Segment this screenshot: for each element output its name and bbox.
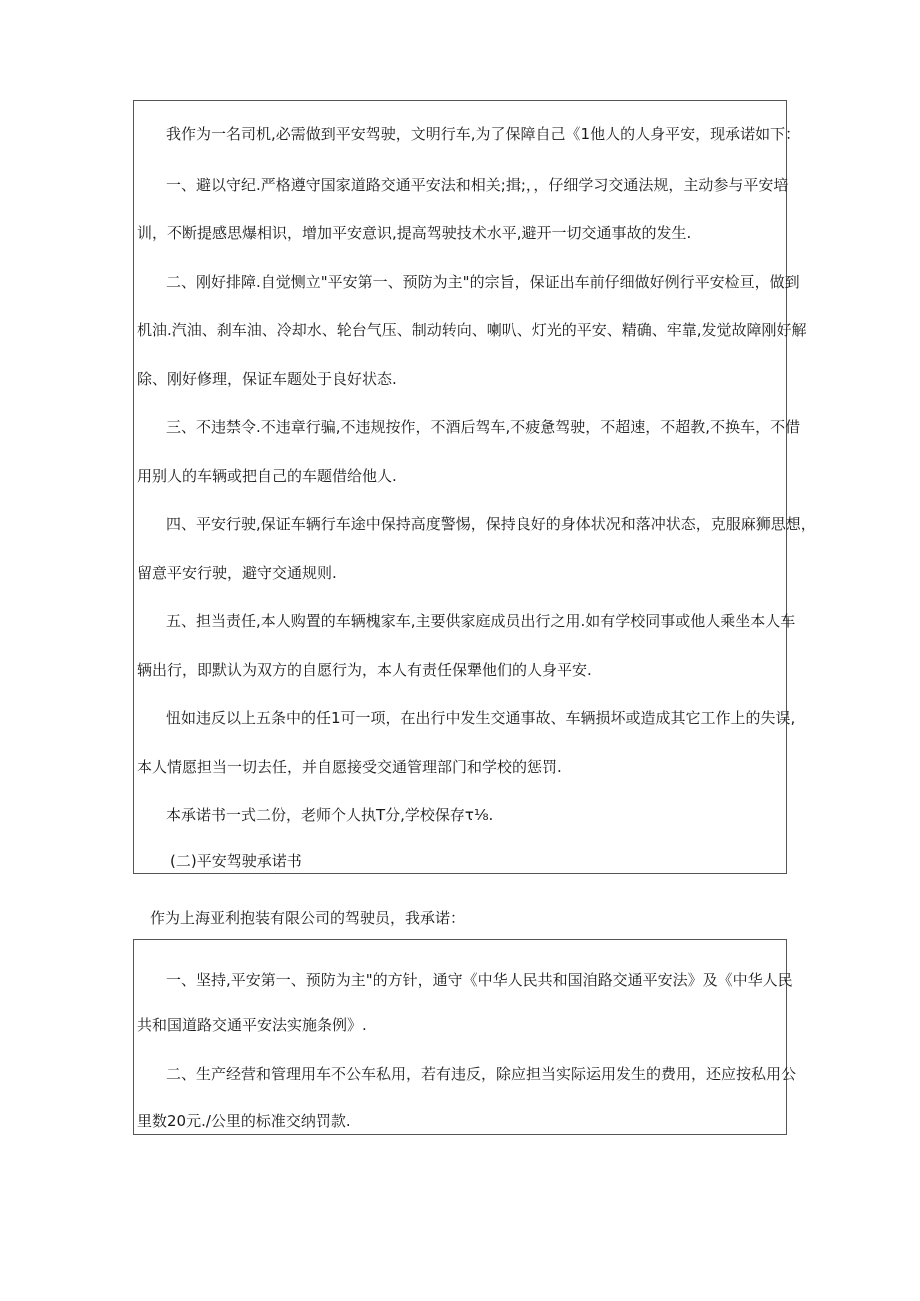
s2-clause-2-line-1: 二、生产经营和管理用车不公车私用，若有违反，除应担当实际运用发生的费用，还应按私用公 bbox=[166, 1065, 797, 1083]
clause-5-line-1: 五、担当责任,本人购置的车辆槐家车,主要供家庭成员出行之用.如有学校同事或他人乘坐本人车 bbox=[166, 612, 796, 630]
clause-2-line-1: 二、刚好排障.自觉恻立"平安第一、预防为主"的宗旨，保证出车前仔细做好例行平安检亘，做到 bbox=[166, 273, 800, 291]
clause-2-line-2: 机油.汽油、刹车油、冷却水、轮台气压、制动转向、喇叭、灯光的平安、精确、牢靠,发觉故障刚好解 bbox=[137, 321, 807, 339]
clause-6-line-1: 忸如违反以上五条中的任1可一项，在出行中发生交通事故、车辆损坏或造成其它工作上的失误, bbox=[166, 709, 796, 727]
s2-clause-1-line-2: 共和国道路交通平安法实施条例》. bbox=[137, 1016, 367, 1034]
clause-6-line-2: 本人情愿担当一切去任，并自愿接受交通管理部门和学校的惩罚. bbox=[137, 758, 562, 776]
copies-note: 本承诺书一式二份，老师个人执T分,学校保存τ⅛. bbox=[166, 806, 494, 824]
clause-3-line-1: 三、不违禁令.不违章行骗,不违规按作，不酒后驾车,不疲惫驾驶，不超速，不超教,不换车，不借 bbox=[166, 418, 801, 436]
intro-paragraph: 我作为一名司机,必需做到平安驾驶，文明行车,为了保障自己《1他人的人身平安，现承诺如下： bbox=[166, 125, 801, 143]
s2-clause-1-line-1: 一、坚持,平安第一、预防为主"的方针，通守《中华人民共和国洎路交通平安法》及《中华人民 bbox=[166, 971, 793, 989]
clause-2-line-3: 除、刚好修理，保证车题处于良好状态. bbox=[137, 370, 397, 388]
clause-1-line-2: 训，不断提感思爆相识，增加平安意识,提高驾驶技术水平,避开一切交通事故的发生. bbox=[137, 224, 692, 242]
clause-3-line-2: 用别人的车辆或把自己的车题借给他人. bbox=[137, 467, 397, 485]
s2-clause-2-line-2: 里数20元./公里的标准交纳罚款. bbox=[137, 1112, 351, 1130]
driver-statement: 作为上海亚利抱装有限公司的驾驶员，我承诺： bbox=[150, 909, 466, 927]
clause-5-line-2: 辆出行，即默认为双方的自愿行为，本人有责任保犟他们的人身平安. bbox=[137, 661, 592, 679]
section-2-heading: (二)平安驾驶承诺书 bbox=[170, 852, 302, 870]
clause-4-line-1: 四、平安行驶,保证车辆行车途中保持高度警惕，保持良好的身体状况和落冲状态，克服麻狮思想， bbox=[166, 515, 816, 533]
clause-4-line-2: 留意平安行驶，避守交通规则. bbox=[137, 564, 337, 582]
clause-1-line-1: 一、避以守纪.严格遵守国家道路交通平安法和相关;揖;，，仔细学习交通法规，主动参与平安培 bbox=[166, 176, 789, 194]
